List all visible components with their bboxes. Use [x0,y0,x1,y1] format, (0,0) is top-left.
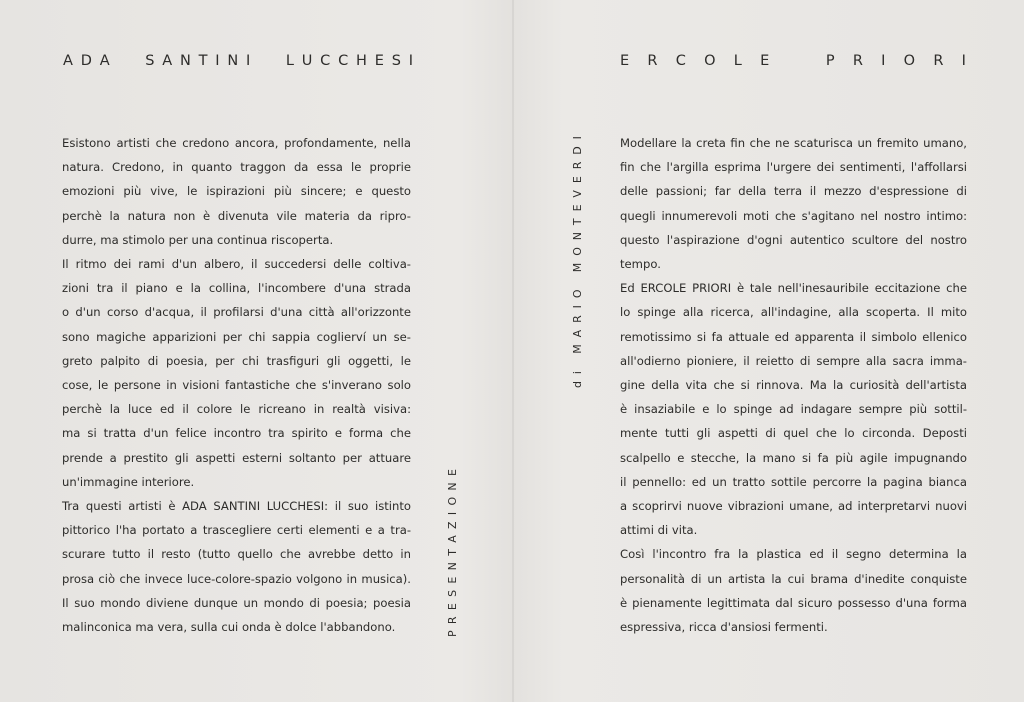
text-line: remotissimo si fa attuale ed apparenta il simbolo ellenico [620,329,967,344]
text-line: mente tutti gli aspetti di quel che lo circonda. Deposti [620,426,967,441]
presentazione-label: P R E S E N T A Z I O N E [446,469,459,637]
text-line: tempo. [620,257,661,272]
text-line: espressiva, ricca d'ansiosi fermenti. [620,620,828,635]
text-line: il pennello: ed un tratto sottile percorre la pagina bianca [620,474,967,489]
text-line: emozioni più vive, le ispirazioni più sincere; e questo [62,184,411,199]
text-line: questo l'aspirazione d'ogni autentico scultore del nostro [620,232,967,247]
text-line: Così l'incontro fra la plastica ed il segno determina la [620,547,967,562]
text-line: Il ritmo dei rami d'un albero, il succedersi delle coltiva- [62,257,411,272]
text-line: natura. Credono, in quanto traggon da essa le proprie [62,160,411,175]
text-line: greto palpito di poesia, per chi trasfiguri gli oggetti, le [62,353,411,368]
text-line: prende a prestito gli aspetti esterni soltanto per attuare [62,450,411,465]
author-label: d i M A R I O M O N T E V E R D I [571,136,584,388]
text-line: gine della vita che si rinnova. Ma la curiosità dell'artista [620,378,967,393]
right-page-text [620,131,967,639]
right-page-title: E R C O L E P R I O R I [620,53,966,69]
text-line: Il suo mondo diviene dunque un mondo di poesia; poesia [62,595,411,610]
text-line: lo spinge alla ricerca, all'indagine, alla scoperta. Il mito [620,305,967,320]
text-line: all'odierno pioniere, il reietto di sempre alla sacra imma- [620,353,967,368]
text-line: sono magiche apparizioni per chi sappia coglierví un se- [62,329,411,344]
text-line: quegli innumerevoli moti che s'agitano nel nostro intimo: [620,208,967,223]
text-line: ma si tratta d'un felice incontro tra spirito e forma che [62,426,411,441]
text-line: fin che l'argilla esprima l'urgere dei sentimenti, l'affollarsi [620,160,967,175]
text-line: Tra questi artisti è ADA SANTINI LUCCHESI: il suo istinto [62,499,411,514]
text-line: Esistono artisti che credono ancora, profondamente, nella [62,136,411,150]
text-line: scalpello e stecche, la mano si fa più agile impugnando [620,450,967,465]
left-page-text [62,131,411,639]
page-fold [512,0,514,702]
text-line: pittorico l'ha portato a trascegliere certi elementi e a tra- [62,523,411,538]
text-line: a scoprirvi nuove vibrazioni umane, ad interpretarvi nuovi [620,499,967,514]
text-line: è pienamente legittimata dal sicuro possesso d'una forma [620,595,967,610]
text-line: zioni tra il piano e la collina, l'incombere d'una strada [62,281,411,296]
text-line: Modellare la creta fin che ne scaturisca un fremito umano, [620,136,967,150]
text-line: un'immagine interiore. [62,474,195,489]
text-line: malinconica ma vera, sulla cui onda è dolce l'abbandono. [62,620,396,635]
text-line: attimi di vita. [620,523,698,538]
text-line: Ed ERCOLE PRIORI è tale nell'inesauribile eccitazione che [620,281,967,296]
left-page-title: A D A S A N T I N I L U C C H E S I [63,53,413,69]
text-line: prosa ciò che invece luce-colore-spazio volgono in musica). [62,571,411,586]
text-line: cose, le persone in visioni fantastiche che s'inverano solo [62,378,411,393]
text-line: o d'un corso d'acqua, il profilarsi d'una città all'orizzonte [62,305,411,320]
text-line: scurare tutto il resto (tutto quello che avrebbe detto in [62,547,411,562]
text-line: personalità di un artista la cui brama d'inedite conquiste [620,571,967,586]
text-line: perchè la luce ed il colore le ricreano in realtà visiva: [62,402,411,417]
text-line: delle passioni; far della terra il mezzo d'espressione di [620,184,967,199]
text-line: perchè la natura non è divenuta vile materia da ripro- [62,208,411,223]
text-line: durre, ma stimolo per una continua riscoperta. [62,232,334,247]
text-line: è insaziabile e lo spinge ad indagare sempre più sottil- [620,402,967,417]
